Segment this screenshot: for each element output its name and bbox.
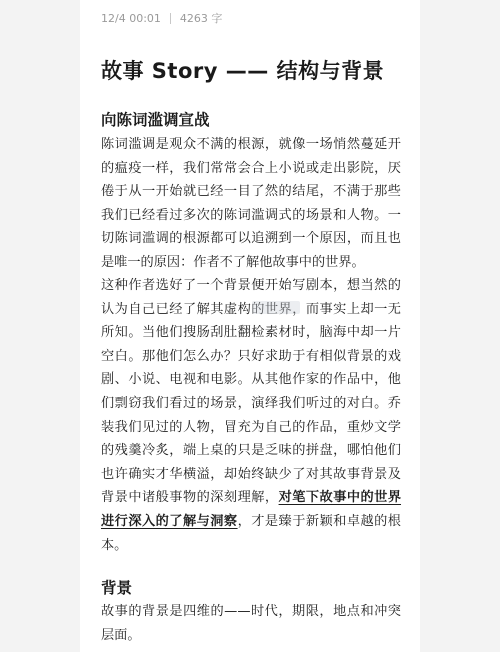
emphasized-text: 对笔下故事中的世界进行深入的了解与洞察 [101,490,402,529]
note-word-count: 4263 字 [179,12,223,25]
paragraph-2-end: ，才是臻于新颖和卓越的根本。 [101,513,401,553]
image-watermark [252,301,300,314]
meta-divider [170,13,171,24]
note-title[interactable]: 故事 Story —— 结构与背景 [101,59,385,83]
paragraph-2-start: 这种作者选好了一个背景便开始写剧本，想当然的认为自己已经了解其虚构的世界，而事实上却一无所知。当他们搜肠刮肚翻检素材时，脑海中却一片空白。那他们怎么办？只好求助于有相似背景的戏剧、小说、电视和电影。从其他作家的作品中，他们剽窃我们看过的场景，演绎我们听过的对白。乔装我们见过的人物，冒充为自己的作品，重炒文学的残羹冷炙，端上桌的只是乏味的拼盘，哪怕他们也许确实才华横溢，却始终缺少了对其故事背景及背景中诸般事物的深刻理解， [101,278,401,506]
section-heading-2[interactable]: 背景 [101,579,133,597]
note-date: 12/4 00:01 [101,11,161,25]
note-meta [101,10,222,26]
section-1-paragraph-1[interactable]: 陈词滥调是观众不满的根源，就像一场悄然蔓延开的瘟疫一样，我们常常会合上小说或走出影院，厌倦于从一开始就已经一目了然的结尾，不满于那些我们已经看过多次的陈词滥调式的场景和人物。一切陈词滥调的根源都可以追溯到一个原因，而且也是唯一的原因：作者不了解他故事中的世界。 [101,137,401,270]
section-2-paragraph-1[interactable]: 故事的背景是四维的——时代，期限，地点和冲突层面。 [101,604,401,643]
section-1-paragraph-2[interactable] [101,274,401,557]
note-page[interactable] [80,0,420,652]
section-heading-1[interactable]: 向陈词滥调宣战 [101,111,210,129]
